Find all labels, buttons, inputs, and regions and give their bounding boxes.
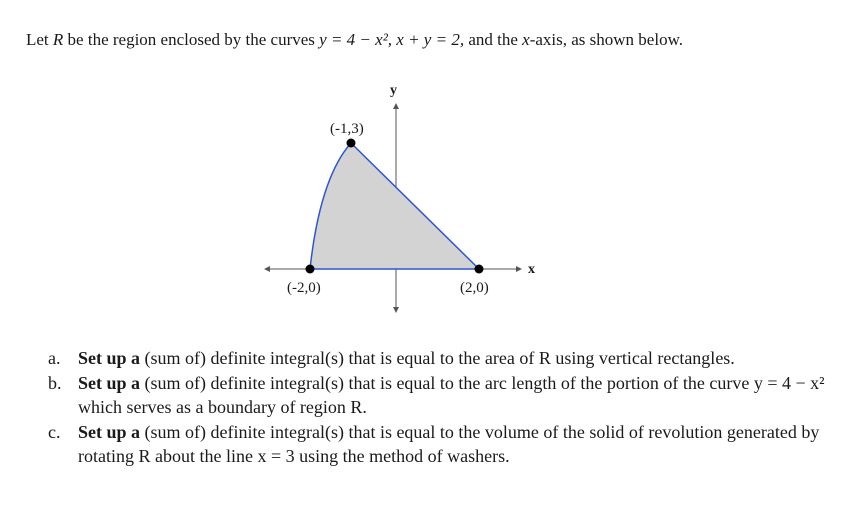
- point-right-label: (2,0): [460, 280, 489, 296]
- question-c: [48, 420, 838, 469]
- question-b: [48, 371, 838, 420]
- point-left: [306, 265, 315, 274]
- point-top: [347, 139, 356, 148]
- question-text: (sum of) definite integral(s) that is equal to the area of R using vertical rectangles.: [140, 348, 735, 368]
- point-left-label: (-2,0): [287, 280, 321, 296]
- point-right: [475, 265, 484, 274]
- question-list: [48, 346, 838, 469]
- question-letter: c.: [48, 421, 61, 442]
- question-a: [48, 346, 838, 371]
- region-variable: R: [52, 30, 64, 49]
- intro-mid: be the region enclosed by the curves: [63, 30, 320, 49]
- x-variable: x: [522, 30, 530, 49]
- question-letter: a.: [48, 348, 61, 368]
- intro-and: and the: [464, 30, 523, 49]
- question-emphasis: Set up a: [78, 348, 141, 368]
- question-emphasis: Set up a: [78, 421, 141, 442]
- question-text: (sum of) definite integral(s) that is equal to the arc length of the portion of the curve y = 4 − x² which serves as a boundary of region R.: [78, 372, 825, 417]
- question-text: (sum of) definite integral(s) that is equal to the volume of the solid of revolution generated by rotating R about the line x = 3 using the method of washers.: [78, 421, 820, 466]
- curve-equations: y = 4 − x², x + y = 2,: [319, 30, 465, 49]
- x-axis-label: x: [528, 262, 535, 277]
- intro-tail: -axis, as shown below.: [529, 30, 683, 49]
- question-letter: b.: [48, 372, 62, 393]
- region-r: [310, 143, 479, 269]
- question-emphasis: Set up a: [78, 372, 141, 393]
- y-axis-label: y: [390, 83, 397, 98]
- intro-lead: Let: [26, 30, 53, 49]
- point-top-label: (-1,3): [330, 121, 364, 137]
